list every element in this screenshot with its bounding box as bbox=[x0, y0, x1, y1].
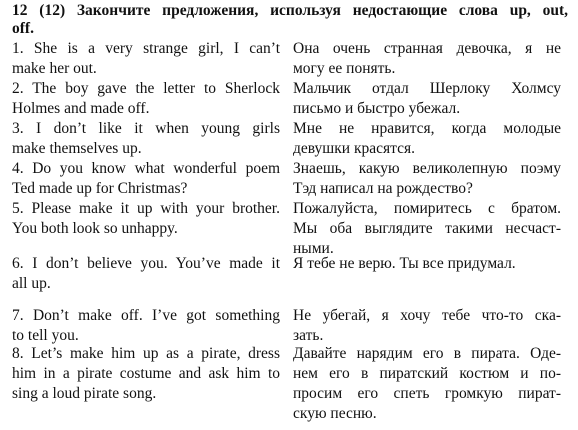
russian-translation-5 bbox=[293, 199, 561, 259]
russian-line: Она очень странная девочка, я не bbox=[293, 40, 561, 57]
english-line: Ted made up for Christmas? bbox=[12, 180, 188, 197]
russian-translation-3 bbox=[293, 119, 561, 159]
russian-translation-8 bbox=[293, 344, 561, 424]
english-line: 6. I don’t believe you. You’ve made it bbox=[12, 255, 280, 272]
english-line: You both look so unhappy. bbox=[12, 220, 178, 237]
russian-line: скую песню. bbox=[293, 405, 377, 422]
russian-line: Я тебе не верю. Ты все придумал. bbox=[293, 255, 516, 272]
english-sentence-7 bbox=[12, 306, 280, 346]
english-line: sing a loud pirate song. bbox=[12, 385, 157, 402]
english-line: make themselves up. bbox=[12, 140, 142, 157]
russian-line: девушки красятся. bbox=[293, 140, 415, 157]
exercise-title-line-1: 12 (12) Закончите предложения, используя недостающие слова up, out, bbox=[12, 2, 568, 19]
english-line: make her out. bbox=[12, 60, 97, 77]
russian-line: Пожалуйста, помиритесь с братом. bbox=[293, 200, 561, 217]
english-sentence-2 bbox=[12, 79, 280, 119]
english-line: all up. bbox=[12, 275, 51, 292]
exercise-title bbox=[12, 2, 568, 38]
russian-line: нем его в пиратский костюм и по- bbox=[293, 365, 561, 382]
english-sentence-1 bbox=[12, 39, 280, 79]
russian-line: просим его спеть громкую пират- bbox=[293, 385, 561, 402]
russian-translation-4 bbox=[293, 159, 561, 199]
english-line: to tell you. bbox=[12, 327, 79, 344]
russian-line: Мне не нравится, когда молодые bbox=[293, 120, 561, 137]
russian-line: ными. bbox=[293, 240, 334, 257]
russian-line: Мы оба выглядите такими несчаст- bbox=[293, 220, 561, 237]
russian-line: могу ее понять. bbox=[293, 60, 396, 77]
english-line: 7. Don’t make off. I’ve got something bbox=[12, 307, 280, 324]
english-line: 5. Please make it up with your brother. bbox=[12, 200, 280, 217]
english-sentence-8 bbox=[12, 344, 280, 404]
english-line: 3. I don’t like it when young girls bbox=[12, 120, 280, 137]
russian-line: Знаешь, какую великолепную поэму bbox=[293, 160, 561, 177]
english-line: 1. She is a very strange girl, I can’t bbox=[12, 40, 280, 57]
english-line: him in a pirate costume and ask him to bbox=[12, 365, 280, 382]
russian-translation-1 bbox=[293, 39, 561, 79]
russian-line: Тэд написал на рождество? bbox=[293, 180, 473, 197]
russian-translation-7 bbox=[293, 306, 561, 346]
english-line: 2. The boy gave the letter to Sherlock bbox=[12, 80, 280, 97]
english-line: Holmes and made off. bbox=[12, 100, 150, 117]
english-line: 8. Let’s make him up as a pirate, dress bbox=[12, 345, 280, 362]
exercise-title-line-2: off. bbox=[12, 20, 34, 37]
english-sentence-6 bbox=[12, 254, 280, 294]
russian-line: зать. bbox=[293, 327, 324, 344]
russian-translation-2 bbox=[293, 79, 561, 119]
english-sentence-4 bbox=[12, 159, 280, 199]
russian-line: письмо и быстро убежал. bbox=[293, 100, 461, 117]
english-sentence-3 bbox=[12, 119, 280, 159]
english-sentence-5 bbox=[12, 199, 280, 239]
russian-line: Давайте нарядим его в пирата. Оде- bbox=[293, 345, 561, 362]
russian-line: Мальчик отдал Шерлоку Холмсу bbox=[293, 80, 561, 97]
english-line: 4. Do you know what wonderful poem bbox=[12, 160, 280, 177]
russian-line: Не убегай, я хочу тебе что-то ска- bbox=[293, 307, 561, 324]
russian-translation-6 bbox=[293, 254, 561, 274]
